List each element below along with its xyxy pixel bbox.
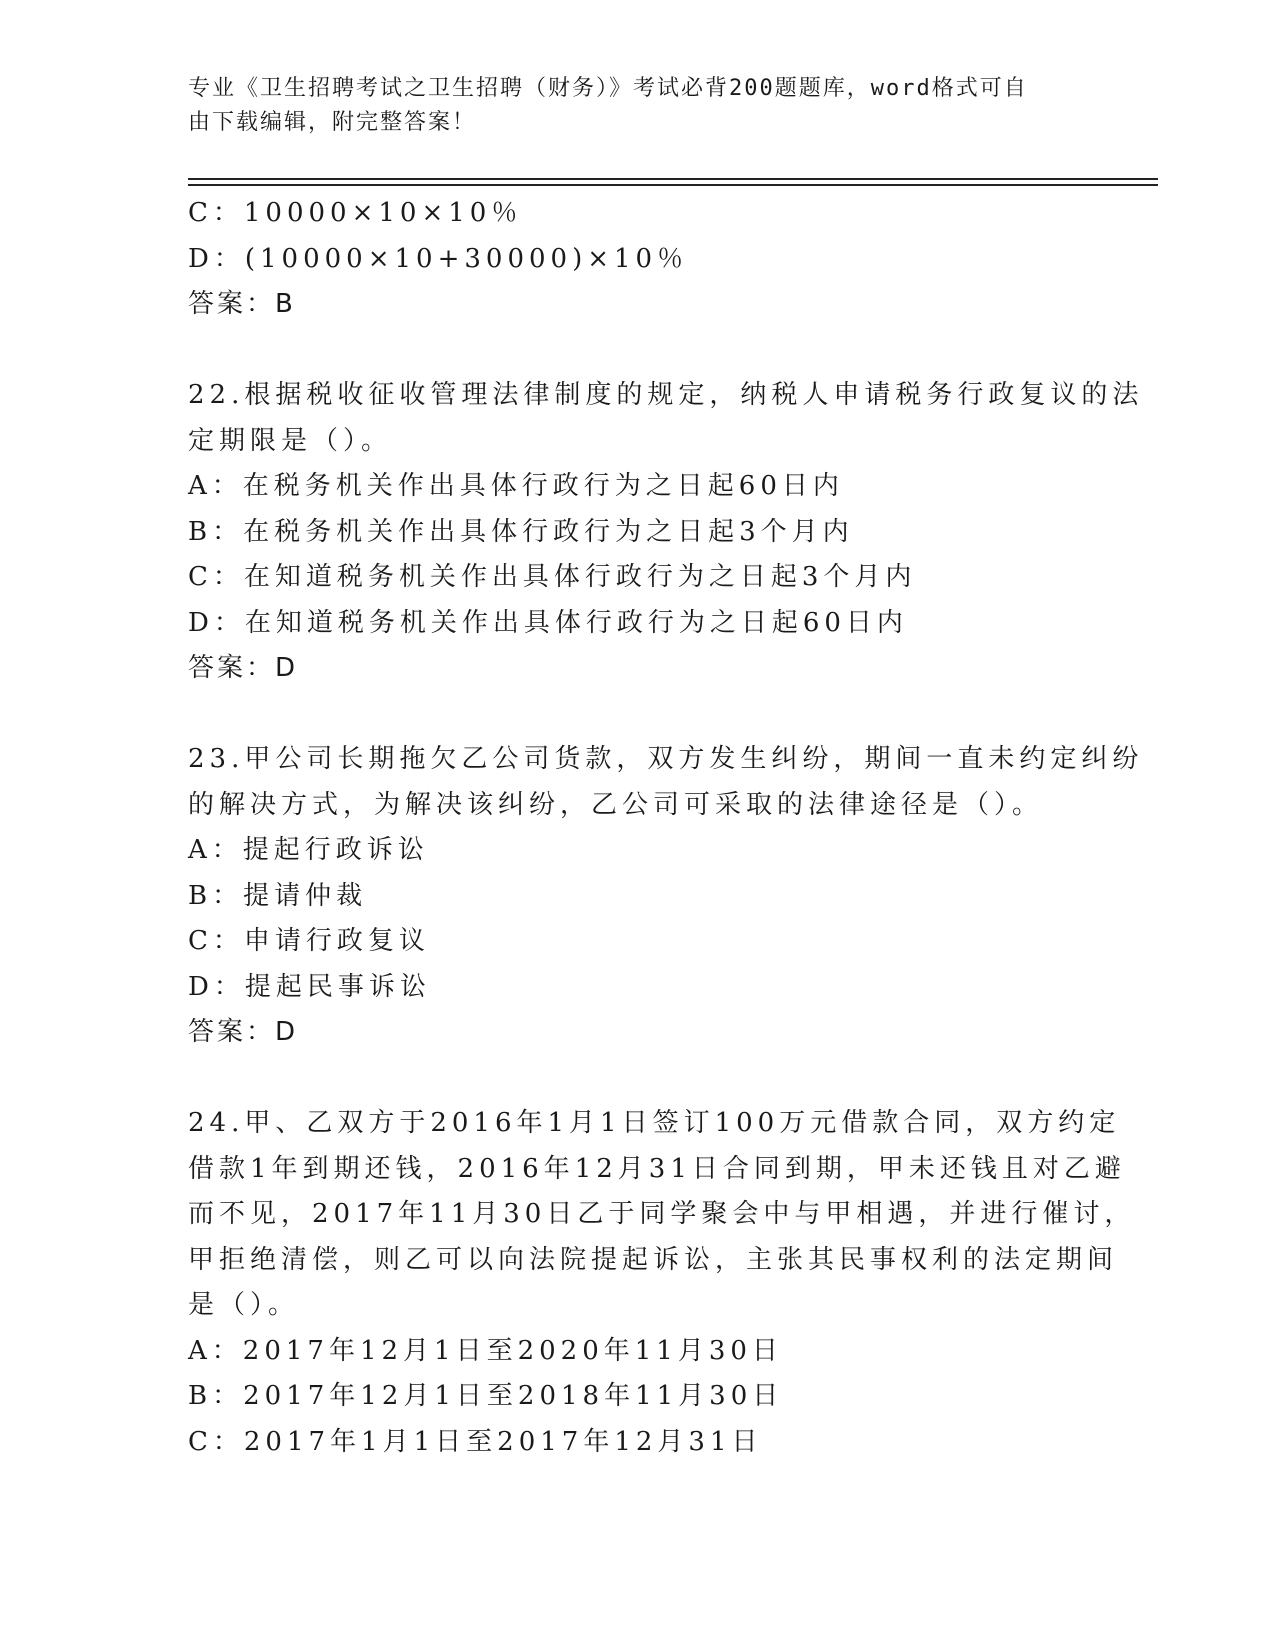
q22-stem-line-1: 22.根据税收征收管理法律制度的规定，纳税人申请税务行政复议的法 — [188, 380, 1144, 410]
q23-option-c: C：申请行政复议 — [188, 926, 430, 956]
spacer — [188, 328, 1088, 374]
document-header — [188, 72, 1088, 140]
spacer — [188, 1056, 1088, 1102]
q24-stem-line-3: 而不见，2017年11月30日乙于同学聚会中与甲相遇，并进行催讨， — [188, 1199, 1136, 1229]
q23-option-b: B：提请仲裁 — [188, 880, 368, 911]
q24-option-a: A：2017年12月1日至2020年11月30日 — [188, 1335, 783, 1366]
q22-option-d: D：在知道税务机关作出具体行政行为之日起60日内 — [188, 607, 908, 638]
header-rule-top — [188, 178, 1158, 180]
q22-answer: 答案：D — [188, 653, 299, 683]
question-22 — [188, 373, 1144, 692]
q24-stem-line-2: 借款1年到期还钱，2016年12月31日合同到期，甲未还钱且对乙避 — [188, 1153, 1126, 1184]
question-24 — [188, 1101, 1136, 1465]
q24-option-c: C：2017年1月1日至2017年12月31日 — [188, 1426, 763, 1457]
q23-option-a: A：提起行政诉讼 — [188, 835, 429, 865]
q23-option-d: D：提起民事诉讼 — [188, 971, 431, 1002]
q23-answer: 答案：D — [188, 1017, 299, 1047]
spacer — [188, 692, 1088, 738]
q21-answer: 答案：B — [188, 289, 296, 319]
q22-stem-line-2: 定期限是（）。 — [188, 425, 393, 456]
q24-stem-line-4: 甲拒绝清偿，则乙可以向法院提起诉讼，主张其民事权利的法定期间 — [188, 1244, 1119, 1275]
q22-option-c: C：在知道税务机关作出具体行政行为之日起3个月内 — [188, 562, 917, 592]
header-line-2: 由下载编辑，附完整答案！ — [188, 110, 477, 135]
q22-option-a: A：在税务机关作出具体行政行为之日起60日内 — [188, 471, 844, 501]
question-23 — [188, 737, 1144, 1056]
question-21 — [188, 191, 1088, 328]
header-rule-bottom — [188, 184, 1158, 186]
q22-option-b: B：在税务机关作出具体行政行为之日起3个月内 — [188, 516, 854, 547]
q24-option-b: B：2017年12月1日至2018年11月30日 — [188, 1381, 784, 1411]
question-list — [188, 191, 1144, 1465]
q24-stem-line-1: 24.甲、乙双方于2016年1月1日签订100万元借款合同，双方约定 — [188, 1108, 1121, 1138]
q21-option-c: C：10000×10×10％ — [188, 198, 523, 228]
q21-option-d: D：(10000×10+30000)×10％ — [188, 243, 689, 274]
q23-stem-line-2: 的解决方式，为解决该纠纷，乙公司可采取的法律途径是（）。 — [188, 789, 1044, 820]
header-line-1: 专业《卫生招聘考试之卫生招聘（财务）》考试必背200题题库，word格式可自 — [188, 76, 1028, 101]
q24-stem-line-5: 是（）。 — [188, 1290, 300, 1320]
q23-stem-line-1: 23.甲公司长期拖欠乙公司货款，双方发生纠纷，期间一直未约定纠纷 — [188, 744, 1144, 774]
